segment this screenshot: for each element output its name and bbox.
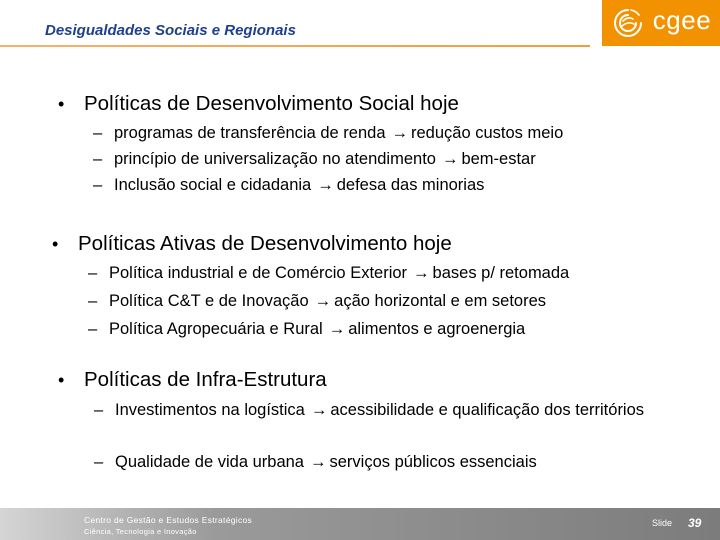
arrow-right-icon: →	[317, 176, 334, 194]
dash-symbol: –	[94, 453, 104, 471]
bullet-item	[52, 232, 452, 256]
sub-item	[88, 264, 569, 283]
logo-wordmark: cgee	[652, 5, 712, 35]
arrow-right-icon: →	[413, 264, 430, 282]
bullet-symbol: •	[52, 234, 59, 254]
dash-symbol: –	[93, 150, 103, 168]
arrow-right-icon: →	[310, 401, 328, 419]
sub-item-result: bases p/ retomada	[432, 264, 570, 282]
bullet-title: Políticas de Infra-Estrutura	[84, 368, 327, 391]
sub-item-text: Qualidade de vida urbana	[115, 453, 304, 471]
sub-item	[88, 292, 546, 311]
sub-item-text: Política C&T e de Inovação	[109, 292, 309, 310]
sub-item-text: Inclusão social e cidadania	[114, 176, 312, 194]
dash-symbol: –	[88, 264, 98, 282]
bullet-title: Políticas Ativas de Desenvolvimento hoje	[78, 232, 452, 255]
slide-number: 39	[688, 516, 702, 530]
slide-footer	[0, 508, 720, 540]
dash-symbol: –	[93, 176, 103, 194]
cgee-logo	[602, 0, 720, 46]
bullet-title: Políticas de Desenvolvimento Social hoje	[84, 92, 459, 115]
sub-item	[93, 176, 484, 195]
sub-item-text: Política Agropecuária e Rural	[109, 320, 323, 338]
slide-label: Slide	[652, 518, 673, 528]
arrow-right-icon: →	[328, 320, 346, 338]
sub-item-text: programas de transferência de renda	[114, 124, 386, 142]
footer-org-name: Centro de Gestão e Estudos Estratégicos	[84, 515, 253, 525]
sub-item	[88, 320, 525, 339]
sub-item-text: Política industrial e de Comércio Exterior	[109, 264, 408, 282]
dash-symbol: –	[94, 401, 104, 419]
sub-item	[93, 150, 536, 169]
bullet-symbol: •	[58, 94, 65, 114]
bullet-item	[58, 368, 327, 392]
bullet-item	[58, 92, 459, 116]
dash-symbol: –	[88, 292, 98, 310]
sub-item-result: serviços públicos essenciais	[329, 453, 537, 471]
dash-symbol: –	[88, 320, 98, 338]
sub-item-result: bem-estar	[461, 150, 536, 168]
sub-item-result: redução custos meio	[411, 124, 564, 142]
sub-item-result: acessibilidade e qualificação dos territórios	[330, 401, 645, 419]
footer-organization	[84, 514, 252, 538]
dash-symbol: –	[93, 124, 103, 142]
cgee-logo-icon	[611, 6, 645, 40]
sub-item-text: Investimentos na logística	[115, 401, 305, 419]
arrow-right-icon: →	[441, 150, 459, 168]
arrow-right-icon: →	[391, 124, 408, 142]
sub-item-result: defesa das minorias	[336, 176, 485, 194]
sub-item-result: ação horizontal e em setores	[334, 292, 547, 310]
slide-title: Desigualdades Sociais e Regionais	[45, 22, 296, 39]
sub-item	[94, 453, 537, 472]
sub-item	[94, 400, 685, 421]
sub-item-text: princípio de universalização no atendimento	[114, 150, 436, 168]
bullet-symbol: •	[58, 370, 65, 390]
sub-item	[93, 124, 563, 143]
arrow-right-icon: →	[309, 453, 327, 471]
sub-item-result: alimentos e agroenergia	[348, 320, 526, 338]
arrow-right-icon: →	[314, 292, 332, 310]
footer-org-tagline: Ciência, Tecnologia e Inovação	[84, 527, 197, 536]
header-divider	[0, 45, 590, 47]
